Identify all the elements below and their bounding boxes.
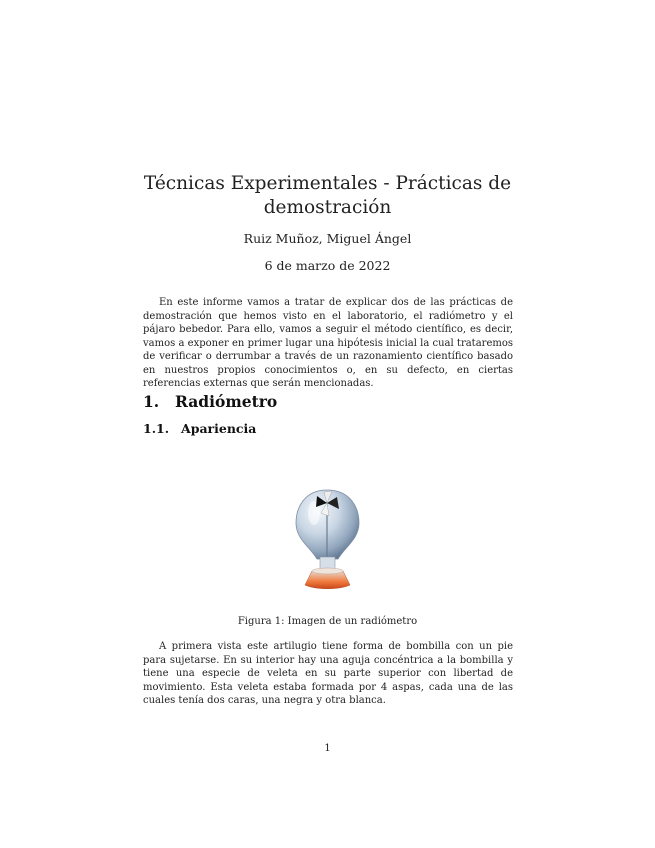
subsection-heading: [143, 421, 256, 436]
subsection-title: Apariencia: [181, 421, 257, 436]
radiometer-figure: [290, 487, 365, 592]
abstract-paragraph: En este informe vamos a tratar de explicar dos de las prácticas de demostración que hemos visto en el laboratorio, el radiómetro y el pájaro bebedor. Para ello, vamos a seguir el método científico, es decir, vamos a exponer en primer lugar una hipótesis inicial la cual trataremos de verificar o derrumbar a través de un razonamiento científico basado en nuestros propios conocimientos o, en su defecto, en ciertas referencias externas que serán mencionadas.: [143, 297, 513, 389]
section-number: 1.: [143, 392, 160, 411]
page-number: 1: [324, 743, 331, 754]
document-date: 6 de marzo de 2022: [264, 258, 391, 273]
subsection-number: 1.1.: [143, 421, 170, 436]
document-author: Ruiz Muñoz, Miguel Ángel: [243, 231, 412, 246]
figure-caption: Figura 1: Imagen de un radiómetro: [237, 616, 418, 627]
section-title: Radiómetro: [175, 392, 278, 411]
body-paragraph: A primera vista este artilugio tiene forma de bombilla con un pie para sujetarse. En su interior hay una aguja concéntrica a la bombilla y tiene una especie de veleta en su parte superior con libertad de movimiento. Esta veleta estaba formada por 4 aspas, cada una de las cuales tenía dos caras, una negra y otra blanca.: [143, 641, 513, 706]
section-heading: [143, 392, 277, 411]
document-title: Técnicas Experimentales - Prácticas de demostración: [143, 173, 512, 218]
